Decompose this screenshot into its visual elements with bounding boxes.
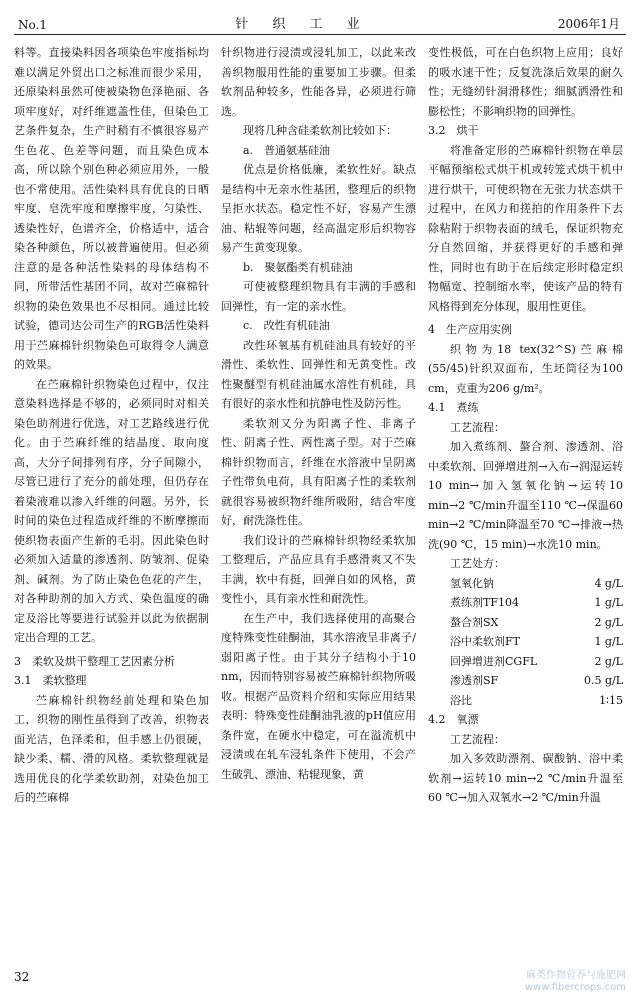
watermark-url: www.fibercrops.com <box>524 982 626 993</box>
recipe-table <box>428 574 623 711</box>
page-footer <box>14 970 626 994</box>
paragraph: 针织物进行浸渍或浸轧加工，以此来改善织物服用性能的重要加工步骤。但柔软剂品种较多，性能各异，必须进行筛选。 <box>221 46 416 118</box>
recipe-row <box>428 671 623 691</box>
paragraph: 可使被整理织物具有丰满的手感和回弹性，有一定的亲水性。 <box>221 280 416 313</box>
recipe-amount: 0.5 g/L <box>583 674 623 687</box>
recipe-ingredient: 煮练剂TF104 <box>450 596 519 609</box>
recipe-amount: 2 g/L <box>594 654 623 668</box>
recipe-amount: 2 g/L <box>594 615 623 629</box>
recipe-row <box>428 652 623 672</box>
page-number: 32 <box>14 970 30 984</box>
paragraph: 在苎麻棉针织物染色过程中，仅注意染料选择是不够的，必须同时对相关染色助剂进行优选，对工艺路线进行优化。由于苎麻纤维的结晶度、取向度高，大分子间排列有序，分子间隙小，尽管已进行了充分的前处理，但仍存在着染液难以渗入纤维的问题。另外，长时间的染色过程造成纤维的不断摩擦而使织物表面产生新的毛羽。因此染色时必须加入适量的渗透剂、防皱剂、促染剂、碱剂。为了防止染色色花的产生，对各种助剂的加入方式、染色温度的确定及浴比等要进行试验并以此为依据制定出合理的工艺。 <box>14 377 209 644</box>
journal-title: 针 织 工 业 <box>235 17 370 32</box>
article-body <box>14 43 626 808</box>
column-1 <box>14 43 209 808</box>
paragraph: 柔软剂又分为阳离子性、非离子性、阴离子性、两性离子型。对于苎麻棉针织物而言，纤维在水溶液中呈阴离子性带负电荷，具有阳离子性的柔软剂就很容易被织物纤维所吸附，结合牢度好，耐洗涤性佳。 <box>221 416 416 527</box>
recipe-ingredient: 回弹增进剂CGFL <box>450 654 538 668</box>
subsection-heading: 3.1 柔软整理 <box>14 674 87 687</box>
flow-label: 工艺流程： <box>450 420 505 434</box>
recipe-row <box>428 593 623 613</box>
issue-date: 2006年1月 <box>557 17 620 31</box>
page-header <box>14 10 626 35</box>
recipe-ingredient: 螯合剂SX <box>450 615 499 629</box>
column-3 <box>428 43 623 808</box>
recipe-row <box>428 574 623 594</box>
item-heading: a. 普通氨基硅油 <box>243 143 331 157</box>
recipe-amount: 4 g/L <box>594 576 623 590</box>
subsection-heading: 3.2 烘干 <box>428 124 479 137</box>
paragraph: 加入煮练剂、螯合剂、渗透剂、浴中柔软剂、回弹增进剂→入布→润湿运转10 min→加入氢氧化钠→运转10 min→2 ℃/min升温至110 ℃→保温60 min→2 ℃/min降温至70 ℃→排液→热洗(90 ℃，15 min)→水洗10 min。 <box>428 440 623 551</box>
paragraph: 改性环氧基有机硅油具有较好的平滑性、柔软性、回弹性和无黄变性。改性聚醚型有机硅油属水溶性有机硅，具有很好的亲水性和抗静电性及防污性。 <box>221 338 416 410</box>
watermark <box>525 970 626 994</box>
paragraph: 织物为18 tex(32^S)苎麻棉(55/45)针织双面布，生坯筒径为100 cm，克重为206 g/m²。 <box>428 342 623 395</box>
column-2 <box>221 43 416 808</box>
recipe-ingredient: 浴中柔软剂FT <box>450 635 520 648</box>
recipe-label: 工艺处方： <box>450 557 505 570</box>
issue-number: No.1 <box>18 18 47 32</box>
flow-label: 工艺流程： <box>450 732 505 746</box>
recipe-row <box>428 691 623 711</box>
subsection-heading: 4.1 煮练 <box>428 401 479 414</box>
recipe-ingredient: 渗透剂SF <box>450 674 499 687</box>
paragraph: 苎麻棉针织物经前处理和染色加工，织物的刚性虽得到了改善，织物表面光洁，色泽柔和，但手感上仍很硬，缺少柔、糯、滑的风格。柔软整理就是选用优良的化学柔软助剂，对染色加工后的苎麻棉 <box>14 693 209 804</box>
item-heading: b. 聚氨酯类有机硅油 <box>243 260 353 274</box>
paragraph: 将准备定形的苎麻棉针织物在单层平幅预缩松式烘干机或转笼式烘干机中进行烘干，可使织物在无张力状态烘干过程中，在风力和搓拍的作用条件下去除粘附于织物表面的绒毛，保证织物充分自然回缩，并获得更好的手感和弹性，同时也有助于在后续定形时稳定织物幅宽、控制缩水率，使该产品的特有风格得到充分体现，服用性更佳。 <box>428 143 623 313</box>
paragraph: 现将几种含硅柔软剂比较如下： <box>243 124 397 137</box>
paragraph: 变性极低，可在白色织物上应用；良好的吸水速干性；反复洗涤后效果的耐久性；无缝纫针洞滑移性；细腻洒滑性和膨松性；不影响织物的回弹性。 <box>428 46 623 118</box>
section-heading: 3 柔软及烘干整理工艺因素分析 <box>14 654 175 668</box>
paragraph: 我们设计的苎麻棉针织物经柔软加工整理后，产品应具有手感滑爽又不失丰满，软中有挺，回弹自如的风格，黄变性小，具有亲水性和耐洗性。 <box>221 533 416 605</box>
recipe-amount: 1 g/L <box>594 635 623 648</box>
paragraph: 在生产中，我们选择使用的高聚合度特殊变性硅酮油，其水溶液呈非离子/弱阳离子性。由于其分子结构小于10 nm，因而特别容易被苎麻棉针织物所吸收。根据产品资料介绍和实际应用结果表明：特殊变性硅酮油乳液的pH值应用条件宽，在硬水中稳定，可在溢流机中浸渍或在轧车浸轧条件下使用，不会产生破乳、漂油、粘辊现象，黄 <box>221 611 416 781</box>
paragraph: 料等。直接染料因各项染色牢度指标均难以满足外贸出口之标准而很少采用，还原染料虽然可使被染物色泽艳丽、各项牢度好，对纤维遮盖性佳，但染色工艺条件复杂，生产时稍有不慎很容易产生色花、色差等问题，而且染色成本高，所以除个别色种必须应用外，一般也不常使用。活性染料具有优良的日晒牢度、皂洗牢度和摩擦牢度，匀染性、透染性好，色谱齐全，价格适中，适合染各种颜色，所以被普遍使用。但必须注意的是各种活性染料的母体结构不同，所带活性基团不同，故对苎麻棉针织物的染色效果也不尽相同。通过比较试验，德司达公司生产的RGB活性染料用于苎麻棉针织物染色可取得令人满意的效果。 <box>14 46 209 371</box>
paragraph: 优点是价格低廉，柔软性好。缺点是结构中无亲水性基团，整理后的织物呈拒水状态。稳定性不好，容易产生漂油、粘辊等问题，经高温定形后织物容易产生黄变现象。 <box>221 163 416 254</box>
recipe-ingredient: 氢氧化钠 <box>450 576 494 590</box>
item-heading: c. 改性有机硅油 <box>243 319 330 332</box>
recipe-ingredient: 浴比 <box>450 693 472 707</box>
recipe-amount: 1∶15 <box>599 693 623 707</box>
subsection-heading: 4.2 氧漂 <box>428 713 479 726</box>
watermark-text: 麻类作物营养与施肥网 <box>526 970 626 981</box>
recipe-row <box>428 632 623 652</box>
recipe-row <box>428 613 623 633</box>
section-heading: 4 生产应用实例 <box>428 323 512 336</box>
recipe-amount: 1 g/L <box>594 596 623 609</box>
paragraph: 加入多效助漂剂、碳酸钠、浴中柔软剂→运转10 min→2 ℃/min升温至60 ℃→加入双氧水→2 ℃/min升温 <box>428 752 623 804</box>
